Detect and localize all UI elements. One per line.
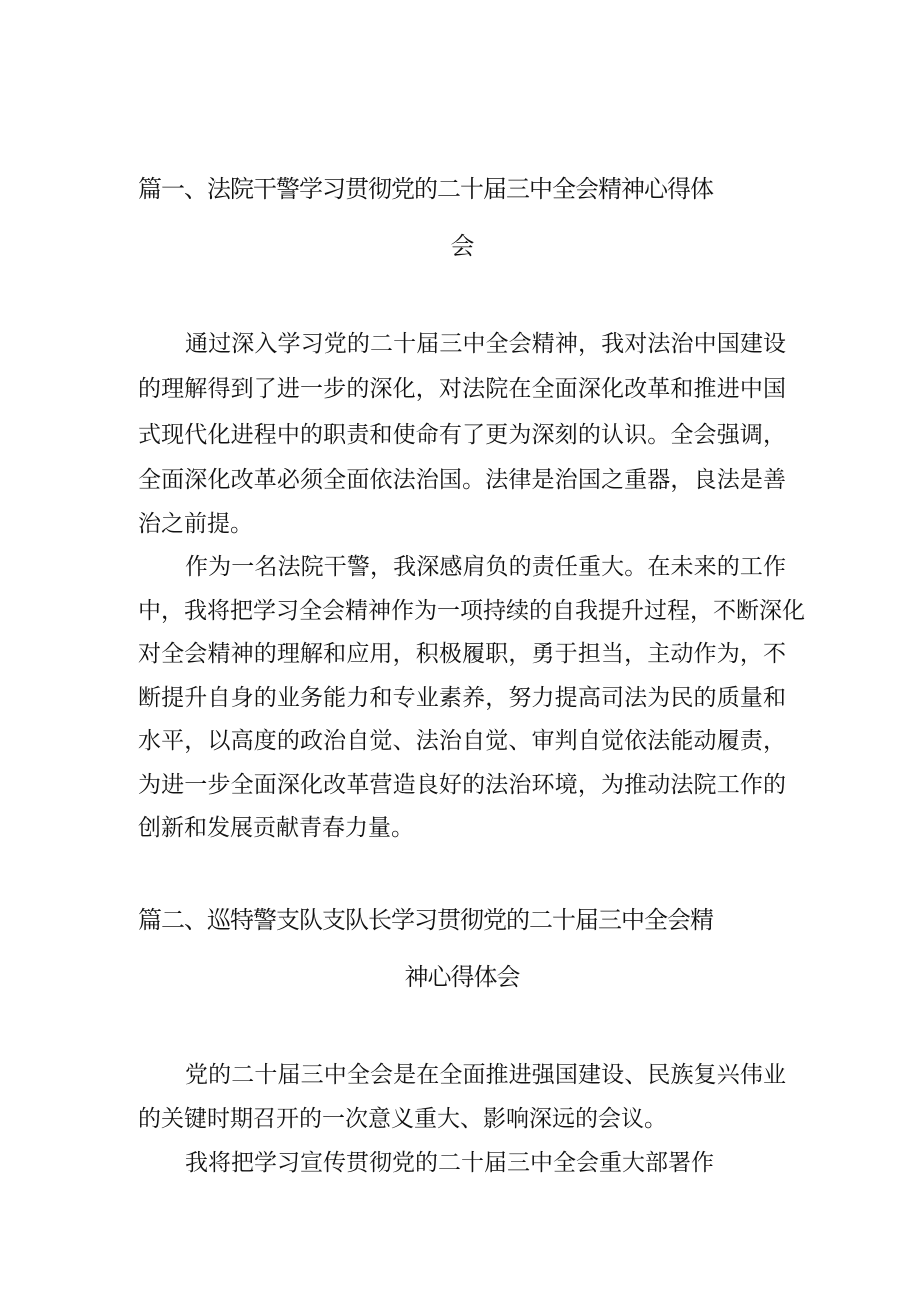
text-line: 的理解得到了进一步的深化，对法院在全面深化改革和推进中国: [138, 376, 786, 402]
section-1-title-line-1: 篇一、法院干警学习贯彻党的二十届三中全会精神心得体: [138, 175, 713, 203]
text-line: 的关键时期召开的一次意义重大、影响深远的会议。: [138, 1106, 667, 1132]
section-2-title-line-1: 篇二、巡特警支队支队长学习贯彻党的二十届三中全会精: [138, 906, 713, 934]
text-line: 对全会精神的理解和应用，积极履职，勇于担当，主动作为，不: [138, 641, 786, 667]
section-2-title-line-2: 神心得体会: [404, 963, 520, 991]
text-line: 中，我将把学习全会精神作为一项持续的自我提升过程，不断深化: [138, 598, 805, 624]
text-line: 式现代化进程中的职责和使命有了更为深刻的认识。全会强调，: [138, 422, 786, 448]
text-line: 为进一步全面深化改革营造良好的法治环境，为推动法院工作的: [138, 772, 786, 798]
text-line: 创新和发展贡献青春力量。: [138, 815, 414, 841]
text-line: 全面深化改革必须全面依法治国。法律是治国之重器，良法是善: [138, 467, 786, 493]
text-line: 我将把学习宣传贯彻党的二十届三中全会重大部署作: [185, 1150, 714, 1176]
section-1-title-line-2: 会: [450, 232, 474, 260]
text-line: 断提升自身的业务能力和专业素养，努力提高司法为民的质量和: [138, 685, 786, 711]
text-line: 作为一名法院干警，我深感肩负的责任重大。在未来的工作: [185, 554, 786, 580]
text-line: 通过深入学习党的二十届三中全会精神，我对法治中国建设: [185, 331, 786, 357]
text-line: 水平，以高度的政治自觉、法治自觉、审判自觉依法能动履责，: [138, 728, 786, 754]
text-line: 治之前提。: [138, 511, 253, 537]
text-line: 党的二十届三中全会是在全面推进强国建设、民族复兴伟业: [185, 1062, 786, 1088]
